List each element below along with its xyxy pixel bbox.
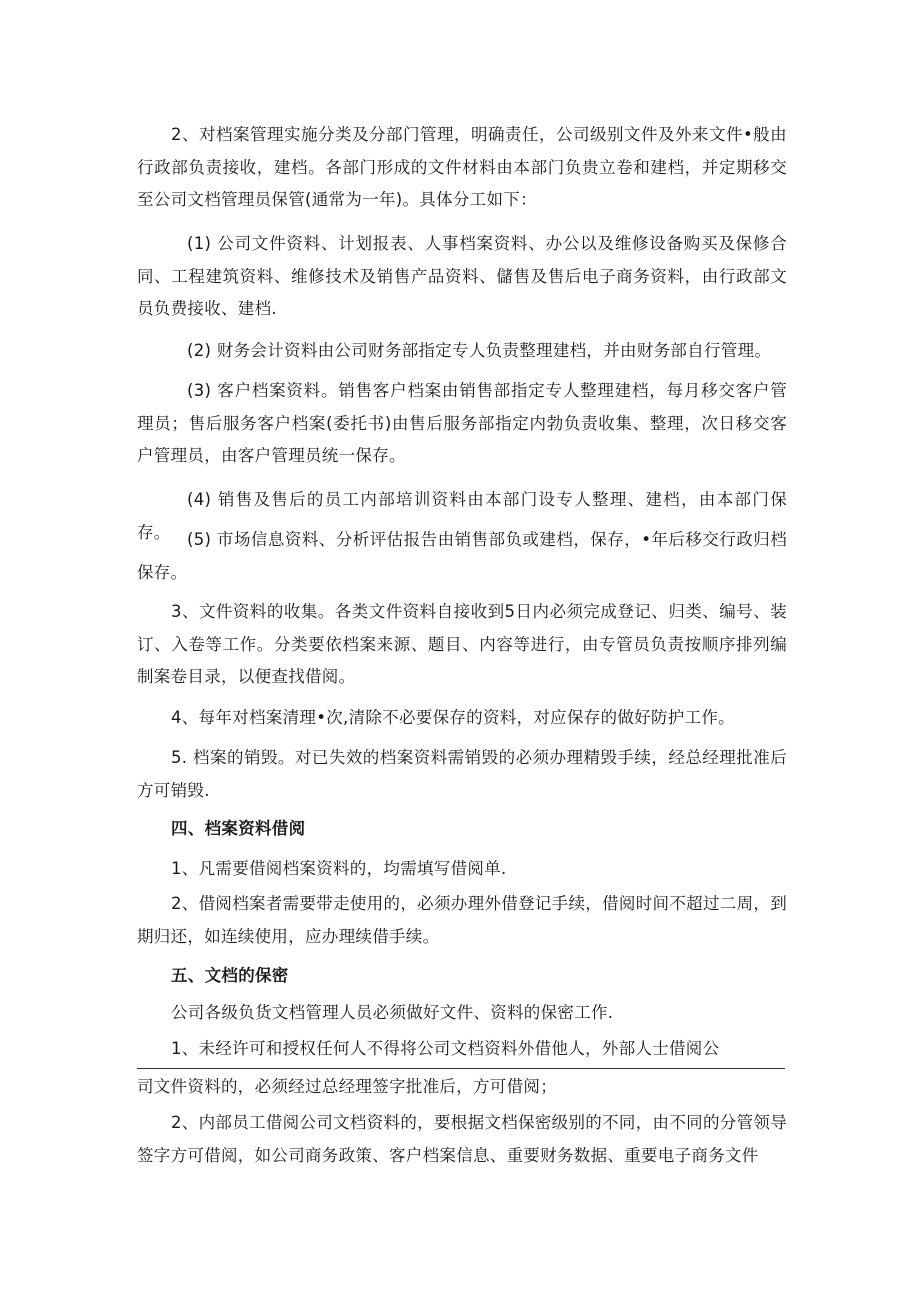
paragraph-destruction: 5. 档案的销毁。对已失效的档案资料需销毁的必须办理精毁手续，经总经理批准后方可销毁.: [137, 748, 787, 800]
paragraph-archive-classification: 2、对档案管理实施分类及分部门管理，明确责任，公司级别文件及外来文件•般由行政部负责接收，建档。各部门形成的文件材料由本部门负贵立卷和建档，并定期移交至公司文档管理员保管(通常为一年)。具体分工如下：: [137, 125, 787, 209]
paragraph-annual-cleanup: 4、每年对档案清理•次,清除不必要保存的资料，对应保存的做好防护工作。: [171, 708, 735, 727]
paragraph-internal-borrowing: 2、内部员工借阅公司文档资料的，要根据文档保密级别的不同，由不同的分管领导签字方可借阅，如公司商务政策、客户档案信息、重要财务数据、重要电子商务文件: [137, 1113, 787, 1165]
paragraph-item-5-market-info: (5) 市场信息资料、分析评估报告由销售部负或建档，保存，•年后移交行政归档保存。: [137, 530, 787, 582]
paragraph-item-4-training: (4) 销售及售后的员工内部培训资料由本部门设专人整理、建档，由本部门保存。: [137, 490, 787, 542]
paragraph-item-2-finance: (2) 财务会计资料由公司财务部指定专人负责整理建档，并由财务部自行管理。: [187, 341, 772, 360]
section-heading-borrowing: 四、档案资料借阅: [171, 819, 306, 838]
horizontal-divider: [137, 1068, 785, 1069]
paragraph-confidentiality-duty: 公司各级负货文档管理人员必须做好文件、资料的保密工作.: [171, 1003, 614, 1022]
paragraph-external-borrowing-continued: 司文件资料的，必须经过总经理签字批准后，方可借阅；: [137, 1077, 557, 1096]
paragraph-borrow-registration: 2、借阅档案者需要带走使用的，必须办理外借登记手续，借阅时间不超过二周，到期归还，如连续使用，应办理续借手续。: [137, 894, 787, 946]
paragraph-item-1-company-files: (1) 公司文件资料、计划报表、人事档案资料、办公以及维修设备购买及保修合同、工程建筑资料、维修技术及销售产品资料、儲售及售后电子商务资料，由行政部文员负费接收、建档.: [137, 234, 787, 318]
paragraph-item-3-customer-archives: (3) 客户档案资料。销售客户档案由销售部指定专人整理建档，每月移交客户管理员；售后服务客户档案(委托书)由售后服务部指定内勃负责收集、整理，次日移交客户管理员，由客户管理员统一保存。: [137, 381, 787, 465]
paragraph-borrow-form: 1、凡需要借阅档案资料的，均需填写借阅单.: [171, 859, 507, 878]
paragraph-document-collection: 3、文件资料的收集。各类文件资料自接收到5日内必须完成登记、归类、编号、装订、入卷等工作。分类要依档案来源、题目、内容等进行，由专管员负责按顺序排列编制案卷目录，以便查找借阅。: [137, 602, 787, 686]
paragraph-external-borrowing: 1、未经许可和授权任何人不得将公司文档资料外借他人，外部人士借阅公: [171, 1039, 720, 1058]
section-heading-confidentiality: 五、文档的保密: [171, 966, 289, 985]
